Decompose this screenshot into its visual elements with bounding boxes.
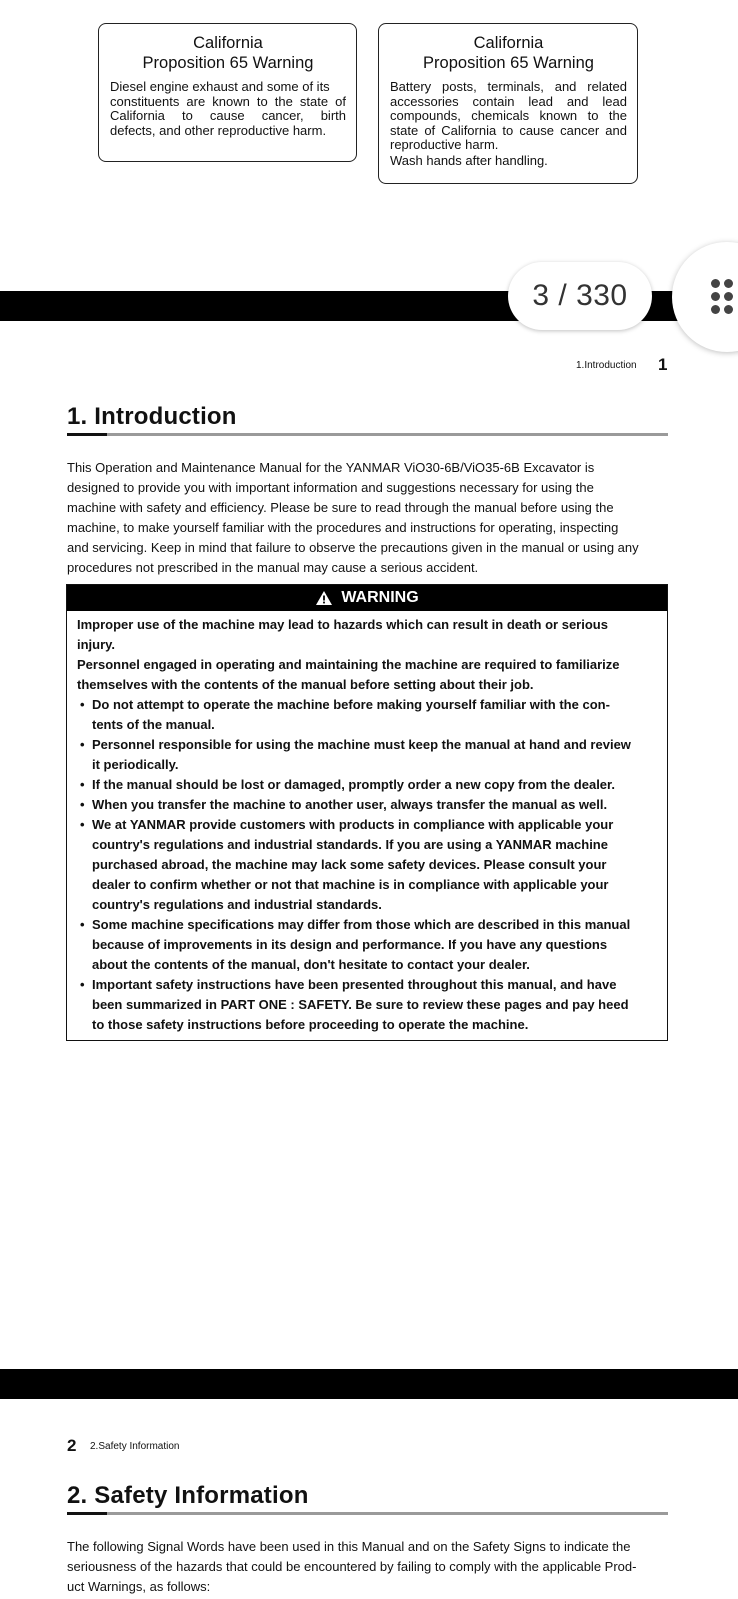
bullet-line: • Do not attempt to operate the machine before making yourself familiar with the con-: [92, 697, 610, 712]
prop65-text-line: state of California to cause cancer and: [390, 122, 627, 138]
warning-line: themselves with the contents of the manual before setting about their job.: [77, 677, 534, 692]
intro-line: and servicing. Keep in mind that failure to observe the precautions given in the manual or using any: [67, 540, 639, 555]
intro-line: machine with safety and efficiency. Please be sure to read through the manual before using the: [67, 500, 614, 515]
bullet-line: • When you transfer the machine to another user, always transfer the manual as well.: [92, 797, 608, 812]
title-rule-accent: [67, 433, 107, 436]
page-number: 1: [658, 355, 668, 374]
bullet-line: • We at YANMAR provide customers with products in compliance with applicable your: [92, 817, 614, 832]
bullet-line: purchased abroad, the machine may lack some safety devices. Please consult your: [92, 857, 607, 872]
prop65-warning-box-battery: [378, 23, 638, 184]
intro-line: designed to provide you with important information and suggestions necessary for using the: [67, 480, 594, 495]
warning-bullet: [80, 795, 657, 815]
running-head: 2.Safety Information: [90, 1441, 180, 1452]
bullet-line: about the contents of the manual, don't hesitate to contact your dealer.: [92, 957, 530, 972]
bullet-line: to those safety instructions before proceeding to operate the machine.: [92, 1017, 529, 1032]
title-rule: [107, 433, 668, 436]
intro-line: This Operation and Maintenance Manual for the YANMAR ViO30-6B/ViO35-6B Excavator is: [67, 460, 595, 475]
bullet-line: country's regulations and industrial standards.: [92, 897, 382, 912]
bullet-line: • Important safety instructions have been presented throughout this manual, and have: [92, 977, 617, 992]
warning-header: [67, 585, 667, 611]
prop65-text-line: reproductive harm.: [390, 137, 499, 152]
prop65-warning-box-exhaust: [98, 23, 357, 162]
warning-line: Improper use of the machine may lead to hazards which can result in death or serious: [77, 617, 608, 632]
bullet-line: dealer to confirm whether or not that machine is in compliance with applicable your: [92, 877, 609, 892]
bullet-line: • Personnel responsible for using the machine must keep the manual at hand and review: [92, 737, 631, 752]
page-separator: [0, 1369, 738, 1399]
bullet-line: • If the manual should be lost or damaged, promptly order a new copy from the dealer.: [92, 777, 615, 792]
warning-line: Personnel engaged in operating and maintaining the machine are required to familiarize: [77, 657, 620, 672]
prop65-title-line1: California: [473, 34, 544, 52]
bullet-line: • Some machine specifications may differ from those which are described in this manual: [92, 917, 631, 932]
prop65-text-line: Diesel engine exhaust and some of its: [110, 79, 330, 94]
prop65-text-line: constituents are known to the state of: [110, 93, 346, 109]
prop65-wash-hands: Wash hands after handling.: [390, 152, 548, 168]
warning-box: [66, 584, 668, 1041]
intro-line: The following Signal Words have been used in this Manual and on the Safety Signs to indicate the: [67, 1539, 631, 1554]
warning-bullet: [80, 815, 657, 915]
section-title: 2. Safety Information: [67, 1482, 309, 1509]
prop65-text-line: Battery posts, terminals, and related: [390, 79, 627, 94]
warning-bullet: [80, 775, 657, 795]
intro-line: procedures not prescribed in the manual may cause a serious accident.: [67, 560, 479, 575]
safety-intro-paragraph: [67, 1537, 677, 1597]
bullet-line: because of improvements in its design and performance. If you have any questions: [92, 937, 608, 952]
warning-bullet: [80, 695, 657, 735]
warning-bullet: [80, 915, 657, 975]
warning-bullet: [80, 735, 657, 775]
bullet-line: it periodically.: [92, 757, 179, 772]
warning-line: injury.: [77, 637, 116, 652]
section-title: 1. Introduction: [67, 403, 237, 430]
prop65-text-line: compounds, chemicals known to the: [390, 108, 627, 123]
bullet-line: country's regulations and industrial standards. If you are using a YANMAR machine: [92, 837, 608, 852]
intro-line: seriousness of the hazards that could be encountered by failing to comply with the applicable Prod-: [67, 1559, 637, 1574]
prop65-title-line2: Proposition 65 Warning: [142, 54, 314, 72]
intro-line: machine, to make yourself familiar with the procedures and instructions for operating, inspecting: [67, 520, 619, 535]
more-options-button[interactable]: [672, 242, 738, 352]
bullet-line: tents of the manual.: [92, 717, 215, 732]
page-number: 2: [67, 1436, 77, 1455]
bullet-line: been summarized in PART ONE : SAFETY. Be sure to review these pages and pay heed: [92, 997, 629, 1012]
page-indicator[interactable]: 3 / 330: [508, 262, 652, 330]
warning-triangle-icon: [315, 590, 333, 606]
running-head: 1.Introduction: [576, 360, 637, 371]
intro-paragraph: [67, 458, 672, 578]
prop65-title-line1: California: [193, 34, 263, 52]
prop65-text-line: accessories contain lead and lead: [390, 93, 627, 109]
title-rule-accent: [67, 1512, 107, 1515]
warning-heading: WARNING: [341, 589, 419, 606]
warning-bullet: [80, 975, 657, 1035]
title-rule: [107, 1512, 668, 1515]
intro-line: uct Warnings, as follows:: [67, 1579, 211, 1594]
prop65-text-line: California to cause cancer, birth: [110, 108, 346, 123]
prop65-text-line: defects, and other reproductive harm.: [110, 122, 327, 138]
prop65-title-line2: Proposition 65 Warning: [423, 54, 594, 72]
